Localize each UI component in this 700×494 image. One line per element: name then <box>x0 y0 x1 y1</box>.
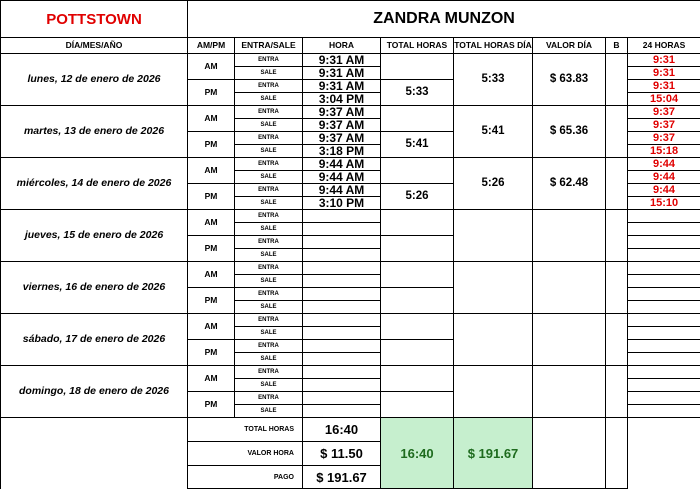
b-cell <box>606 210 628 262</box>
am-label: AM <box>188 262 235 288</box>
entra-label: ENTRA <box>235 210 303 223</box>
sale-label: SALE <box>235 405 303 418</box>
sale-label: SALE <box>235 67 303 80</box>
entra-label: ENTRA <box>235 158 303 171</box>
am-total-hours <box>381 106 454 132</box>
pm-total-hours: 5:41 <box>381 132 454 158</box>
sale-label: SALE <box>235 119 303 132</box>
h24-cell <box>628 353 700 366</box>
entra-label: ENTRA <box>235 106 303 119</box>
pm-total-hours <box>381 236 454 262</box>
day-total-hours <box>454 314 533 366</box>
table-row <box>1 106 700 119</box>
pm-label: PM <box>188 132 235 158</box>
h24-cell: 9:37 <box>628 119 700 132</box>
hora-cell <box>303 366 381 379</box>
day-value <box>533 314 606 366</box>
day-value: $ 65.36 <box>533 106 606 158</box>
day-value <box>533 262 606 314</box>
hora-cell: 3:04 PM <box>303 93 381 106</box>
hora-cell <box>303 288 381 301</box>
day-total-hours: 5:33 <box>454 54 533 106</box>
h24-cell: 9:37 <box>628 132 700 145</box>
hora-cell <box>303 275 381 288</box>
hora-cell <box>303 249 381 262</box>
am-total-hours <box>381 158 454 184</box>
hora-cell: 9:37 AM <box>303 119 381 132</box>
column-headers <box>1 38 700 54</box>
h24-cell <box>628 392 700 405</box>
col-date: DÍA/MES/AÑO <box>1 38 188 54</box>
entra-label: ENTRA <box>235 54 303 67</box>
entra-label: ENTRA <box>235 288 303 301</box>
day-date: sábado, 17 de enero de 2026 <box>1 314 188 366</box>
pm-label: PM <box>188 392 235 418</box>
hora-cell: 9:44 AM <box>303 158 381 171</box>
b-summary-cell <box>533 418 606 489</box>
pm-label: PM <box>188 236 235 262</box>
pm-label: PM <box>188 288 235 314</box>
col-valor-dia: VALOR DÍA <box>533 38 606 54</box>
h24-cell: 15:18 <box>628 145 700 158</box>
pm-total-hours <box>381 340 454 366</box>
sale-label: SALE <box>235 353 303 366</box>
h24-cell: 9:31 <box>628 54 700 67</box>
hora-cell <box>303 327 381 340</box>
h24-cell: 9:31 <box>628 80 700 93</box>
hora-cell <box>303 405 381 418</box>
col-24-horas: 24 HORAS <box>628 38 700 54</box>
pm-label: PM <box>188 184 235 210</box>
summary-hourly-rate-label: VALOR HORA <box>188 442 303 466</box>
entra-label: ENTRA <box>235 80 303 93</box>
b-cell <box>606 106 628 158</box>
col-ampm: AM/PM <box>188 38 235 54</box>
entra-label: ENTRA <box>235 314 303 327</box>
hora-cell: 9:44 AM <box>303 171 381 184</box>
entra-label: ENTRA <box>235 236 303 249</box>
sale-label: SALE <box>235 171 303 184</box>
summary-total-hours-label: TOTAL HORAS <box>188 418 303 442</box>
green-total-hours: 16:40 <box>381 418 454 489</box>
table-row <box>1 262 700 275</box>
col-hora: HORA <box>303 38 381 54</box>
b-cell <box>606 314 628 366</box>
am-total-hours <box>381 262 454 288</box>
employee-name: ZANDRA MUNZON <box>188 1 700 38</box>
h24-cell <box>628 275 700 288</box>
entra-label: ENTRA <box>235 392 303 405</box>
hora-cell <box>303 314 381 327</box>
h24-cell: 9:37 <box>628 106 700 119</box>
day-date: miércoles, 14 de enero de 2026 <box>1 158 188 210</box>
sale-label: SALE <box>235 275 303 288</box>
summary-payment-value: $ 191.67 <box>303 466 381 489</box>
h24-cell <box>628 210 700 223</box>
day-total-hours: 5:41 <box>454 106 533 158</box>
h24-cell <box>628 223 700 236</box>
b-cell <box>606 262 628 314</box>
sale-label: SALE <box>235 379 303 392</box>
table-row <box>1 210 700 223</box>
b-cell <box>606 158 628 210</box>
city-title: POTTSTOWN <box>1 1 188 38</box>
col-entrada-salida: ENTRA/SALE <box>235 38 303 54</box>
am-total-hours <box>381 210 454 236</box>
hora-cell <box>303 236 381 249</box>
hora-cell: 9:37 AM <box>303 132 381 145</box>
day-date: viernes, 16 de enero de 2026 <box>1 262 188 314</box>
day-value <box>533 210 606 262</box>
sale-label: SALE <box>235 145 303 158</box>
day-date: jueves, 15 de enero de 2026 <box>1 210 188 262</box>
table-row <box>1 366 700 379</box>
entra-label: ENTRA <box>235 184 303 197</box>
table-row <box>1 54 700 67</box>
am-label: AM <box>188 210 235 236</box>
h24-cell <box>628 236 700 249</box>
pm-total-hours: 5:33 <box>381 80 454 106</box>
am-label: AM <box>188 106 235 132</box>
am-label: AM <box>188 314 235 340</box>
h24-cell <box>628 314 700 327</box>
day-value <box>533 366 606 418</box>
day-date: domingo, 18 de enero de 2026 <box>1 366 188 418</box>
summary-payment-label: PAGO <box>188 466 303 489</box>
day-total-hours <box>454 366 533 418</box>
entra-label: ENTRA <box>235 340 303 353</box>
h24-cell <box>628 405 700 418</box>
day-value: $ 63.83 <box>533 54 606 106</box>
day-date: lunes, 12 de enero de 2026 <box>1 54 188 106</box>
entra-label: ENTRA <box>235 366 303 379</box>
entra-label: ENTRA <box>235 132 303 145</box>
pm-total-hours <box>381 288 454 314</box>
hora-cell: 3:18 PM <box>303 145 381 158</box>
h24-cell <box>628 340 700 353</box>
h24-cell <box>628 327 700 340</box>
summary-blank <box>1 418 188 489</box>
pm-total-hours <box>381 392 454 418</box>
hora-cell <box>303 301 381 314</box>
am-label: AM <box>188 366 235 392</box>
day-value: $ 62.48 <box>533 158 606 210</box>
hora-cell: 9:37 AM <box>303 106 381 119</box>
day-date: martes, 13 de enero de 2026 <box>1 106 188 158</box>
sale-label: SALE <box>235 223 303 236</box>
h24-cell: 15:04 <box>628 93 700 106</box>
h24-cell <box>628 262 700 275</box>
pm-label: PM <box>188 340 235 366</box>
summary-row <box>1 418 700 442</box>
col-b: B <box>606 38 628 54</box>
h24-cell <box>628 366 700 379</box>
sale-label: SALE <box>235 327 303 340</box>
hora-cell: 9:31 AM <box>303 80 381 93</box>
pm-total-hours: 5:26 <box>381 184 454 210</box>
h24-cell: 15:10 <box>628 197 700 210</box>
h24-cell <box>628 249 700 262</box>
day-total-hours <box>454 210 533 262</box>
hora-cell <box>303 353 381 366</box>
hora-cell <box>303 262 381 275</box>
sale-label: SALE <box>235 197 303 210</box>
pm-label: PM <box>188 80 235 106</box>
b-cell <box>606 54 628 106</box>
h24-cell: 9:31 <box>628 67 700 80</box>
am-total-hours <box>381 366 454 392</box>
am-total-hours <box>381 54 454 80</box>
hora-cell <box>303 340 381 353</box>
summary-total-hours-value: 16:40 <box>303 418 381 442</box>
sale-label: SALE <box>235 93 303 106</box>
hora-cell <box>303 392 381 405</box>
am-total-hours <box>381 314 454 340</box>
b-cell <box>606 366 628 418</box>
green-total-value: $ 191.67 <box>454 418 533 489</box>
day-total-hours <box>454 262 533 314</box>
table-row <box>1 158 700 171</box>
hora-cell: 9:31 AM <box>303 54 381 67</box>
h24-cell <box>628 301 700 314</box>
h24-cell <box>628 288 700 301</box>
entra-label: ENTRA <box>235 262 303 275</box>
day-total-hours: 5:26 <box>454 158 533 210</box>
summary-hourly-rate-value: $ 11.50 <box>303 442 381 466</box>
hora-cell: 3:10 PM <box>303 197 381 210</box>
sale-label: SALE <box>235 249 303 262</box>
col-total-horas: TOTAL HORAS <box>381 38 454 54</box>
h24-summary-cell <box>606 418 628 489</box>
hora-cell <box>303 210 381 223</box>
h24-cell: 9:44 <box>628 158 700 171</box>
hora-cell <box>303 223 381 236</box>
sale-label: SALE <box>235 301 303 314</box>
am-label: AM <box>188 158 235 184</box>
table-row <box>1 314 700 327</box>
h24-cell: 9:44 <box>628 171 700 184</box>
h24-cell <box>628 379 700 392</box>
hora-cell <box>303 379 381 392</box>
h24-cell: 9:44 <box>628 184 700 197</box>
hora-cell: 9:44 AM <box>303 184 381 197</box>
hora-cell: 9:31 AM <box>303 67 381 80</box>
col-total-horas-dia: TOTAL HORAS DÍA <box>454 38 533 54</box>
am-label: AM <box>188 54 235 80</box>
